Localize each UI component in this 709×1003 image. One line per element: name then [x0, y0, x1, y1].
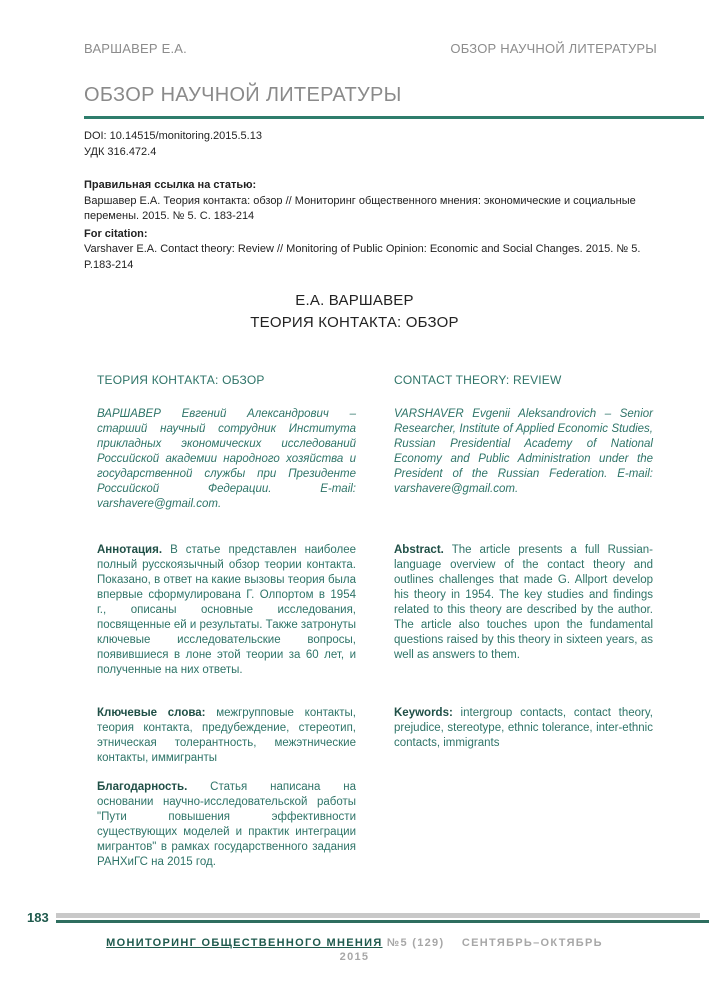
abstract-text-en: The article presents a full Russian-language overview of the contact theory and outlines challenges that made G. Allport develop his theory in 1954. The key studies and findings related to this theory are described by the author. The article also touches upon the fundamental questions raised by this theory in sixteen years, as well as answers to them. — [394, 544, 653, 661]
keywords-label-en: Keywords: — [394, 707, 453, 719]
doi-block — [84, 129, 659, 160]
right-column-heading: CONTACT THEORY: REVIEW — [394, 373, 562, 387]
article-author: Е.А. ВАРШАВЕР — [295, 292, 414, 309]
abstract-text-ru: В статье представлен наиболее полный русскоязычный обзор теории контакта. Показано, в ответ на какие вызовы теория была впервые сформулирована Г. Олпортом в 1954 г., описаны основные исследования, посвященные ей и результаты. Также затронуты ключевые исследовательские вопросы, появившиеся в лоне этой теории за 60 лет, и полученные на них ответы. — [97, 544, 357, 676]
citation-block — [84, 178, 659, 273]
journal-months: СЕНТЯБРЬ–ОКТЯБРЬ — [461, 937, 603, 949]
running-head-author: ВАРШАВЕР Е.А. — [84, 41, 187, 56]
right-author-info — [394, 407, 653, 497]
author-info-en: VARSHAVER Evgenii Aleksandrovich – Senior Researcher, Institute of Applied Economic Studies, Russian Presidential Academy of National Economy and Public Administration under the President of the Russian Federation. E-mail: varshavere@gmail.com. — [394, 408, 653, 495]
journal-issue: №5 (129) — [386, 937, 445, 949]
acknowledgement-ru — [97, 780, 356, 870]
abstract-label-ru: Аннотация. — [97, 544, 163, 556]
keywords-text-ru: межгрупповые контакты, теория контакта, предубеждение, стереотип, этническая толерантность, межэтнические контакты, иммигранты — [97, 707, 356, 764]
abstract-label-en: Abstract. — [394, 544, 444, 556]
keywords-label-ru: Ключевые слова: — [97, 707, 206, 719]
footer-rule-green — [56, 920, 709, 923]
author-info-ru: ВАРШАВЕР Евгений Александрович – старший научный сотрудник Института прикладных экономических исследований Российской академии народного хозяйства и государственной службы при Президенте Российской Федерации. E-mail: varshavere@gmail.com. — [97, 408, 356, 510]
left-column-heading: ТЕОРИЯ КОНТАКТА: ОБЗОР — [97, 373, 265, 387]
ru-citation-text: Варшавер Е.А. Теория контакта: обзор // Мониторинг общественного мнения: экономические и социальные перемены. 2015. № 5. С. 183-214 — [84, 194, 636, 222]
footer-rule-gray — [56, 913, 700, 918]
en-citation-text: Varshaver E.A. Contact theory: Review // Monitoring of Public Opinion: Economic and Social Changes. 2015. № 5. P.183-214 — [84, 243, 641, 271]
abstract-en — [394, 543, 653, 663]
thanks-text-ru: Статья написана на основании научно-исследовательской работы "Пути повышения эффективности существующих моделей и практик интеграции мигрантов" в рамках государственного задания РАНХиГС на 2015 год. — [97, 781, 356, 868]
keywords-en — [394, 706, 653, 751]
en-citation-label: For citation: — [84, 227, 148, 240]
article-title: ТЕОРИЯ КОНТАКТА: ОБЗОР — [250, 314, 459, 331]
page-number: 183 — [27, 910, 49, 925]
ru-citation-label: Правильная ссылка на статью: — [84, 179, 257, 191]
journal-year: 2015 — [339, 951, 370, 963]
journal-footer — [0, 936, 709, 964]
keywords-text-en: intergroup contacts, contact theory, prejudice, stereotype, ethnic tolerance, inter-ethnic contacts, immigrants — [394, 707, 653, 749]
running-head-section: ОБЗОР НАУЧНОЙ ЛИТЕРАТУРЫ — [450, 41, 657, 56]
abstract-ru — [97, 543, 356, 678]
doi: DOI: 10.14515/monitoring.2015.5.13 — [84, 130, 262, 142]
left-heading — [97, 373, 356, 388]
section-title: ОБЗОР НАУЧНОЙ ЛИТЕРАТУРЫ — [84, 84, 402, 106]
left-author-info — [97, 407, 356, 512]
udk: УДК 316.472.4 — [84, 145, 157, 158]
section-divider — [84, 116, 704, 119]
journal-name: МОНИТОРИНГ ОБЩЕСТВЕННОГО МНЕНИЯ — [106, 937, 383, 949]
thanks-label-ru: Благодарность. — [97, 781, 188, 793]
right-heading — [394, 373, 653, 388]
keywords-ru — [97, 706, 356, 766]
